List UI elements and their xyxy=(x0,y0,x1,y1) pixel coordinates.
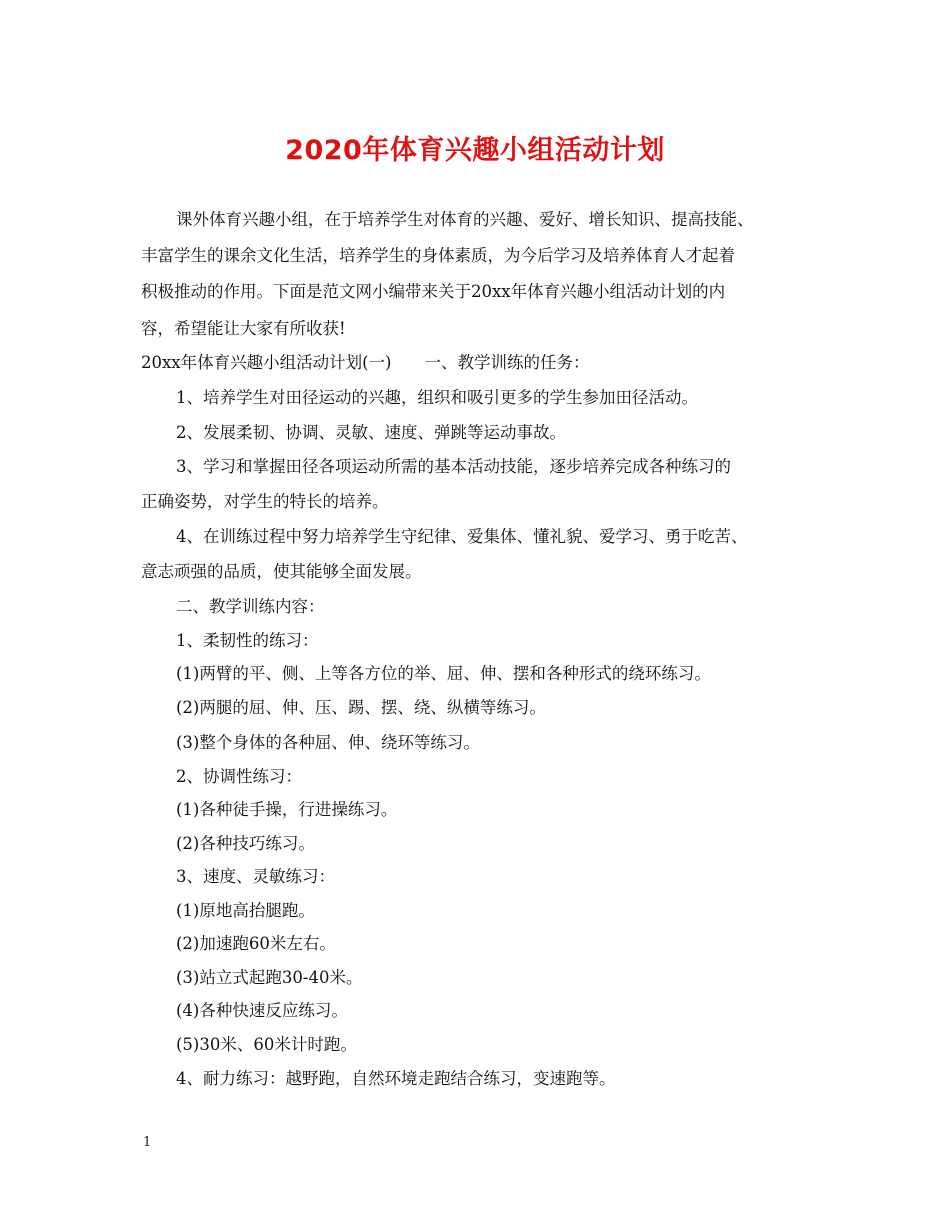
list-item: 3、学习和掌握田径各项运动所需的基本活动技能，逐步培养完成各种练习的 xyxy=(176,457,731,476)
paragraph-line: 丰富学生的课余文化生活，培养学生的身体素质，为今后学习及培养体育人才起着 xyxy=(141,246,735,265)
subsection-heading: 3、速度、灵敏练习： xyxy=(176,867,335,886)
paragraph-line: 课外体育兴趣小组，在于培养学生对体育的兴趣、爱好、增长知识、提高技能、 xyxy=(176,210,754,229)
list-item: (2)两腿的屈、伸、压、踢、摆、绕、纵横等练习。 xyxy=(176,698,546,717)
section-heading: 二、教学训练内容： xyxy=(176,597,325,616)
list-item: (2)各种技巧练习。 xyxy=(176,834,315,853)
list-item: (1)各种徒手操，行进操练习。 xyxy=(176,800,398,819)
list-item: (4)各种快速反应练习。 xyxy=(176,1001,348,1020)
document-title: 2020年体育兴趣小组活动计划 xyxy=(285,135,665,166)
list-item: (5)30米、60米计时跑。 xyxy=(176,1035,357,1054)
list-item: (3)站立式起跑30-40米。 xyxy=(176,968,363,987)
list-item: (1)两臂的平、侧、上等各方位的举、屈、伸、摆和各种形式的绕环练习。 xyxy=(176,664,711,683)
subsection-heading: 2、协调性练习： xyxy=(176,767,302,786)
list-item-continuation: 意志顽强的品质，使其能够全面发展。 xyxy=(141,562,422,581)
list-item: (2)加速跑60米左右。 xyxy=(176,934,336,953)
paragraph-line: 容，希望能让大家有所收获! xyxy=(141,319,346,338)
section-heading-line: 20xx年体育兴趣小组活动计划(一) 一、教学训练的任务： xyxy=(141,353,590,372)
page-number: 1 xyxy=(143,1135,152,1150)
paragraph-line: 积极推动的作用。下面是范文网小编带来关于20xx年体育兴趣小组活动计划的内 xyxy=(141,282,726,301)
list-item: 4、耐力练习：越野跑，自然环境走跑结合练习，变速跑等。 xyxy=(176,1069,616,1088)
list-item: (3)整个身体的各种屈、伸、绕环等练习。 xyxy=(176,733,480,752)
list-item: (1)原地高抬腿跑。 xyxy=(176,901,315,920)
list-item: 2、发展柔韧、协调、灵敏、速度、弹跳等运动事故。 xyxy=(176,423,566,442)
list-item: 1、培养学生对田径运动的兴趣，组织和吸引更多的学生参加田径活动。 xyxy=(176,388,698,407)
subsection-heading: 1、柔韧性的练习： xyxy=(176,631,319,650)
list-item-continuation: 正确姿势，对学生的特长的培养。 xyxy=(141,492,389,511)
list-item: 4、在训练过程中努力培养学生守纪律、爱集体、懂礼貌、爱学习、勇于吃苦、 xyxy=(176,527,748,546)
